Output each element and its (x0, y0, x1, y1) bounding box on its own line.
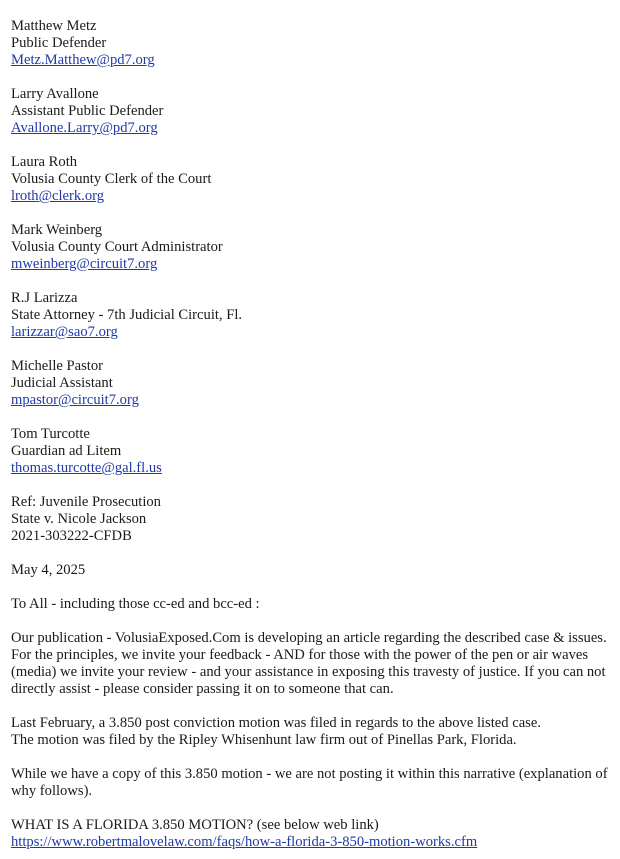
contact-email-link[interactable]: lroth@clerk.org (11, 188, 105, 204)
letter-date: May 4, 2025 (11, 562, 86, 578)
motion-line-2: The motion was filed by the Ripley Whisenhunt law firm out of Pinellas Park, Florida. (11, 732, 517, 748)
motion-line-1: Last February, a 3.850 post conviction motion was filed in regards to the above listed case. (11, 715, 541, 731)
contact-block (11, 18, 610, 69)
contact-email-link[interactable]: Metz.Matthew@pd7.org (11, 52, 155, 68)
explainer-heading: WHAT IS A FLORIDA 3.850 MOTION? (see below web link) (11, 817, 379, 833)
contact-title: State Attorney - 7th Judicial Circuit, Fl. (11, 307, 243, 323)
reference-case-number: 2021-303222-CFDB (11, 528, 132, 544)
reference-case-name: State v. Nicole Jackson (11, 511, 147, 527)
contact-title: Volusia County Court Administrator (11, 239, 223, 255)
contact-name: Laura Roth (11, 154, 78, 170)
contact-name: Michelle Pastor (11, 358, 104, 374)
contact-email-link[interactable]: thomas.turcotte@gal.fl.us (11, 460, 162, 476)
contact-title: Guardian ad Litem (11, 443, 122, 459)
contact-title: Volusia County Clerk of the Court (11, 171, 212, 187)
reference-subject: Ref: Juvenile Prosecution (11, 494, 161, 510)
contact-block (11, 426, 610, 477)
contact-title: Assistant Public Defender (11, 103, 164, 119)
contact-block (11, 358, 610, 409)
paragraph-copy-note: While we have a copy of this 3.850 motion - we are not posting it within this narrative (explanation of why follows). (11, 766, 608, 799)
contact-title: Judicial Assistant (11, 375, 113, 391)
explainer-web-link[interactable]: https://www.robertmalovelaw.com/faqs/how-a-florida-3-850-motion-works.cfm (11, 834, 478, 850)
motion-explainer (11, 817, 610, 851)
contact-email-link[interactable]: mpastor@circuit7.org (11, 392, 139, 408)
paragraph-intro: Our publication - VolusiaExposed.Com is developing an article regarding the described case & issues. For the principles, we invite your feedback - AND for those with the power of the pen or air waves (media) we invite your review - and your assistance in exposing this travesty of justice. If you can not directly assist - please consider passing it on to someone that can. (11, 630, 607, 697)
contact-email-link[interactable]: Avallone.Larry@pd7.org (11, 120, 158, 136)
contact-block (11, 290, 610, 341)
contact-email-link[interactable]: larizzar@sao7.org (11, 324, 118, 340)
contact-name: Tom Turcotte (11, 426, 90, 442)
paragraph-motion (11, 715, 610, 749)
contact-name: Matthew Metz (11, 18, 97, 34)
contact-title: Public Defender (11, 35, 107, 51)
contact-email-link[interactable]: mweinberg@circuit7.org (11, 256, 158, 272)
contact-name: Larry Avallone (11, 86, 99, 102)
contact-name: R.J Larizza (11, 290, 78, 306)
case-reference (11, 494, 610, 545)
contact-block (11, 86, 610, 137)
contact-block (11, 222, 610, 273)
salutation: To All - including those cc-ed and bcc-ed : (11, 596, 260, 612)
contact-block (11, 154, 610, 205)
contact-name: Mark Weinberg (11, 222, 103, 238)
